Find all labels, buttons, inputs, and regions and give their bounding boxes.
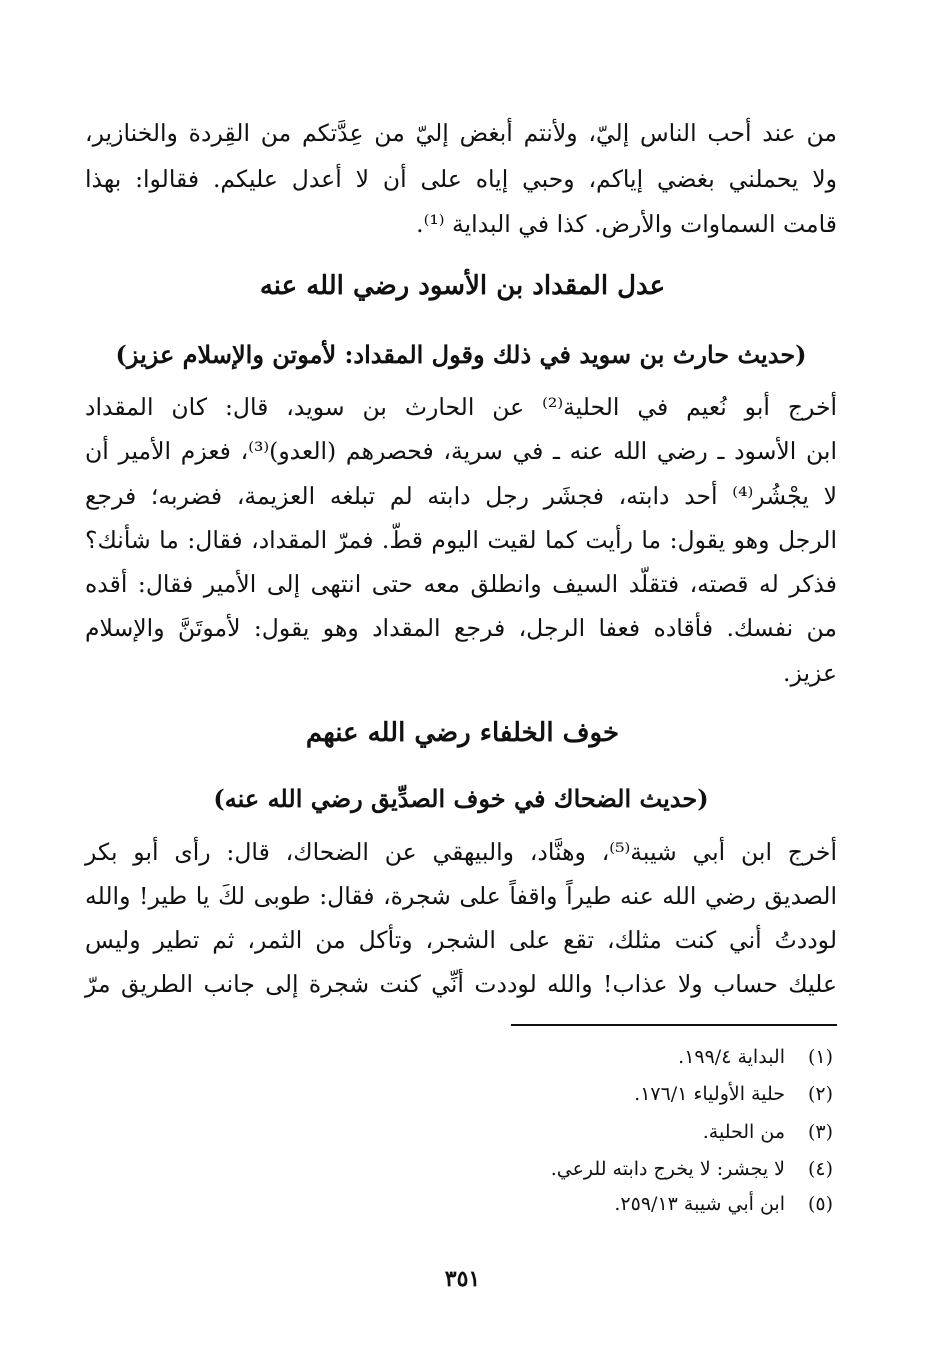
footnote-number: (٢) xyxy=(807,1083,833,1105)
footnote-text: ابن أبي شيبة ٢٥٩/١٣. xyxy=(614,1193,785,1215)
section-heading-miqdad: عدل المقداد بن الأسود رضي الله عنه xyxy=(259,271,666,301)
footnote-text: البداية ١٩٩/٤. xyxy=(678,1046,785,1068)
footnote-text: لا يجشر: لا يخرج دابته للرعي. xyxy=(550,1158,785,1180)
footnote-separator xyxy=(511,1024,837,1026)
footnote-2 xyxy=(634,1081,833,1107)
paragraph-1-line-3: قامت السماوات والأرض. كذا في البداية ⁽¹⁾. xyxy=(416,210,837,238)
paragraph-3-line-2: الصديق رضي الله عنه طيراً واقفاً على شجرة، فقال: طوبى لكَ يا طير! والله xyxy=(85,882,837,910)
footnote-number: (٤) xyxy=(807,1158,833,1180)
paragraph-2-line-5: فذكر له قصته، فتقلّد السيف وانطلق معه حتى انتهى إلى الأمير فقال: أقده xyxy=(85,570,837,598)
footnote-text: حلية الأولياء ١٧٦/١. xyxy=(634,1083,785,1105)
section-heading-caliphs-fear: خوف الخلفاء رضي الله عنهم xyxy=(305,718,620,748)
subheading-dahhak-hadith: (حديث الضحاك في خوف الصدِّيق رضي الله عنه) xyxy=(213,784,709,813)
paragraph-2-line-7: عزيز. xyxy=(783,659,837,687)
footnote-number: (٣) xyxy=(807,1121,833,1143)
subheading-harith-hadith: (حديث حارث بن سويد في ذلك وقول المقداد: لأموتن والإسلام عزيز) xyxy=(115,340,807,369)
paragraph-2-line-3: لا يجْشُر⁽⁴⁾ أحد دابته، فجشَر رجل دابته لم تبلغه العزيمة، فضربه؛ فرجع xyxy=(85,482,837,510)
paragraph-2-line-2: ابن الأسود ـ رضي الله عنه ـ في سرية، فحصرهم (العدو)⁽³⁾، فعزم الأمير أن xyxy=(85,437,837,465)
paragraph-3-line-3: لوددتُ أني كنت مثلك، تقع على الشجر، وتأكل من الثمر، ثم تطير وليس xyxy=(85,926,837,954)
footnote-1 xyxy=(678,1044,833,1070)
paragraph-3-line-4: عليك حساب ولا عذاب! والله لوددت أنِّي كنت شجرة إلى جانب الطريق مرّ xyxy=(85,970,837,998)
paragraph-1-line-2: ولا يحملني بغضي إياكم، وحبي إياه على أن لا أعدل عليكم. فقالوا: بهذا xyxy=(85,165,837,193)
paragraph-3-line-1: أخرج ابن أبي شيبة⁽⁵⁾، وهنَّاد، والبيهقي عن الضحاك، قال: رأى أبو بكر xyxy=(85,838,837,866)
footnote-5 xyxy=(614,1191,833,1217)
footnote-number: (١) xyxy=(807,1046,833,1068)
paragraph-2-line-6: من نفسك. فأقاده فعفا الرجل، فرجع المقداد وهو يقول: لأموتَنَّ والإسلام xyxy=(85,614,837,642)
paragraph-2-line-4: الرجل وهو يقول: ما رأيت كما لقيت اليوم قطّ. فمرّ المقداد، فقال: ما شأنك؟ xyxy=(85,526,837,554)
paragraph-2-line-1: أخرج أبو نُعيم في الحلية⁽²⁾ عن الحارث بن سويد، قال: كان المقداد xyxy=(85,393,838,421)
footnote-number: (٥) xyxy=(807,1193,833,1215)
paragraph-1-line-1: من عند أحب الناس إليّ، ولأنتم أبغض إليّ من عِدَّتكم من القِردة والخنازير، xyxy=(85,119,837,147)
footnote-3 xyxy=(703,1119,833,1145)
footnote-text: من الحلية. xyxy=(702,1121,785,1143)
page-number: ٣٥١ xyxy=(444,1266,481,1292)
footnote-4 xyxy=(551,1156,833,1182)
